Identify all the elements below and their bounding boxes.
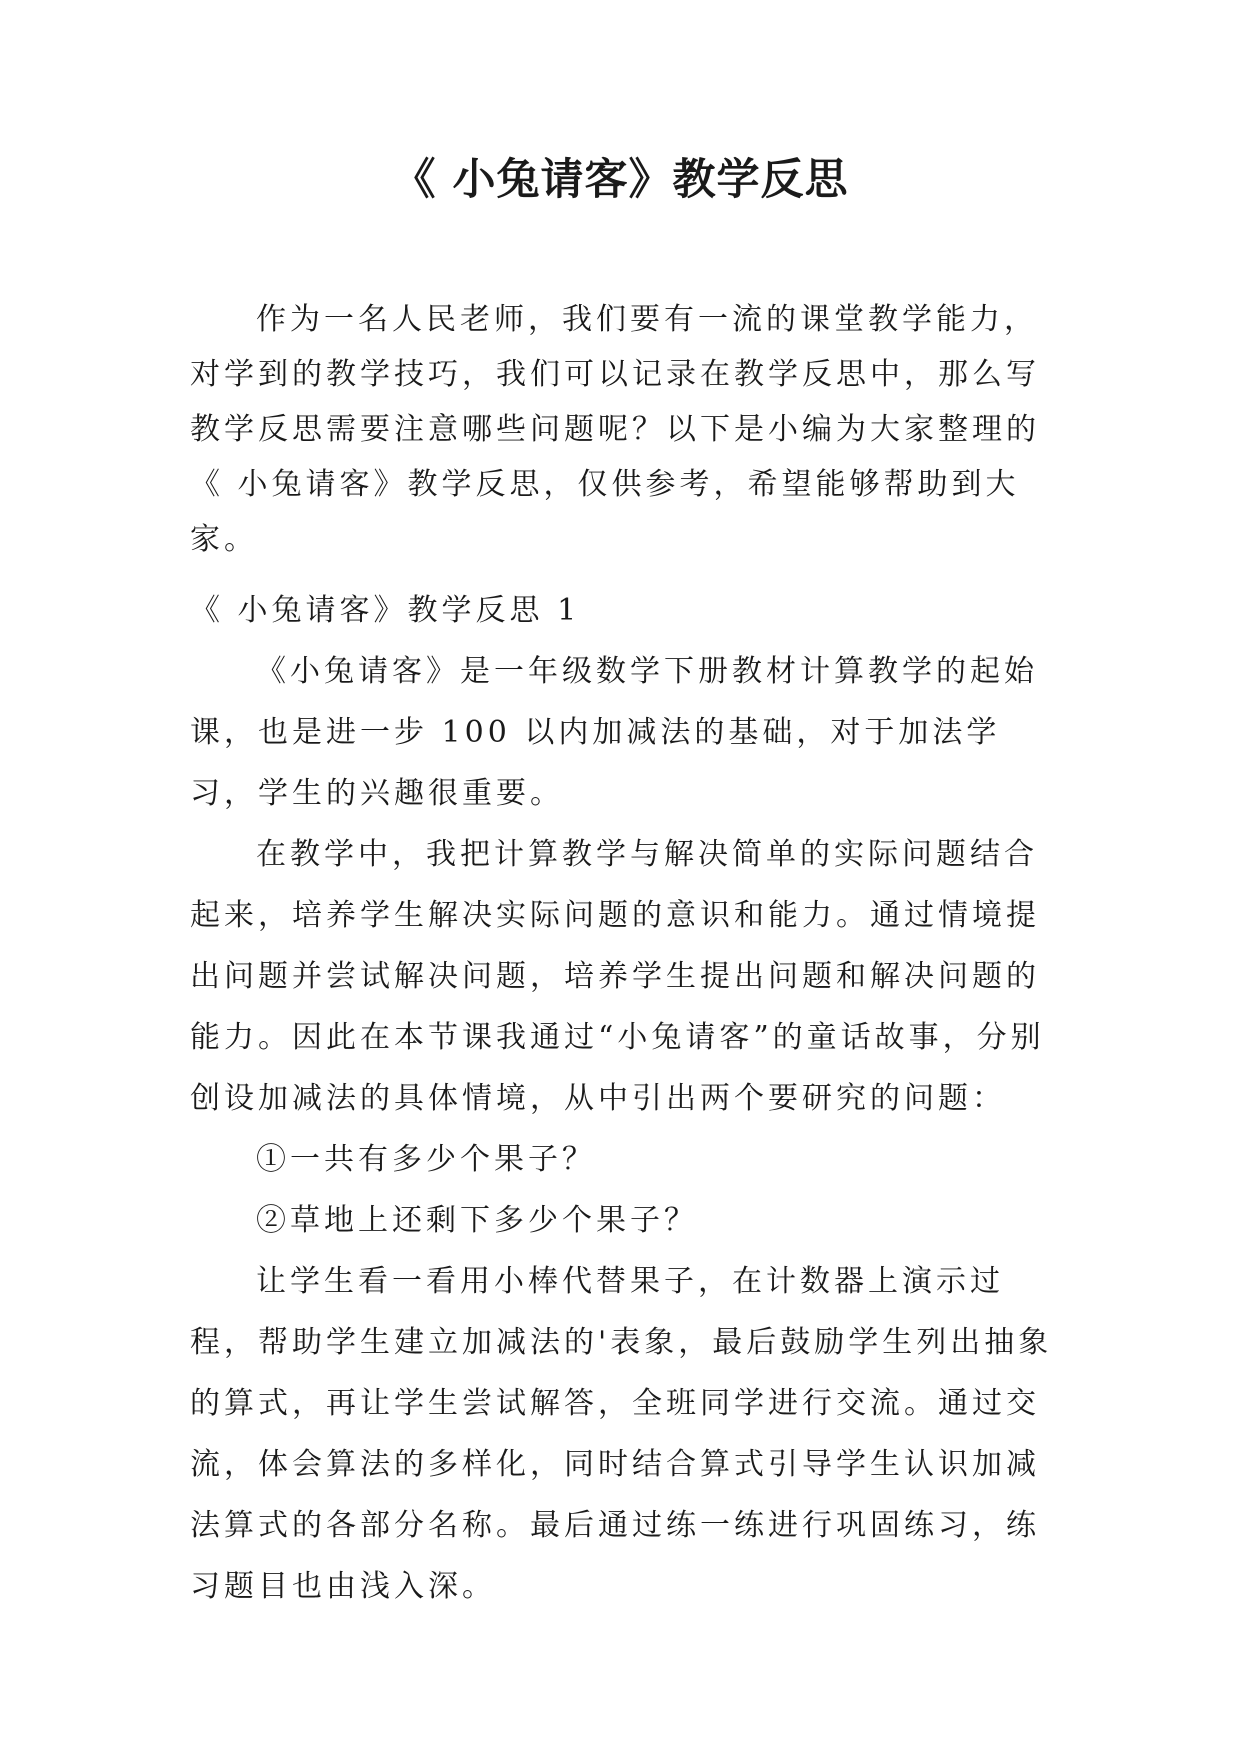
question-1: ①一共有多少个果子？: [256, 1142, 596, 1177]
intro-paragraph: 作为一名人民老师，我们要有一流的课堂教学能力，对学到的教学技巧，我们可以记录在教学反思中，那么写教学反思需要注意哪些问题呢？以下是小编为大家整理的《 小兔请客》教学反思，仅供参考，希望能够帮助到大家。: [190, 302, 1040, 557]
section-1-paragraph: 让学生看一看用小棒代替果子，在计数器上演示过程，帮助学生建立加减法的'表象，最后鼓励学生列出抽象的算式，再让学生尝试解答，全班同学进行交流。通过交流，体会算法的多样化，同时结合算式引导学生认识加减法算式的各部分名称。最后通过练一练进行巩固练习，练习题目也由浅入深。: [190, 1264, 1053, 1604]
section-1-paragraph: 《小兔请客》是一年级数学下册教材计算教学的起始课，也是进一步 100 以内加减法的基础，对于加法学习，学生的兴趣很重要。: [190, 654, 1038, 811]
section-1: [190, 580, 1060, 1617]
document-title: 《 小兔请客》教学反思: [392, 155, 849, 205]
section-1-paragraph: 在教学中，我把计算教学与解决简单的实际问题结合起来，培养学生解决实际问题的意识和能力。通过情境提出问题并尝试解决问题，培养学生提出问题和解决问题的能力。因此在本节课我通过“小兔请客”的童话故事，分别创设加减法的具体情境，从中引出两个要研究的问题：: [190, 837, 1045, 1116]
question-2: ②草地上还剩下多少个果子？: [256, 1203, 698, 1238]
section-1-heading: 《 小兔请客》教学反思 1: [190, 593, 581, 628]
